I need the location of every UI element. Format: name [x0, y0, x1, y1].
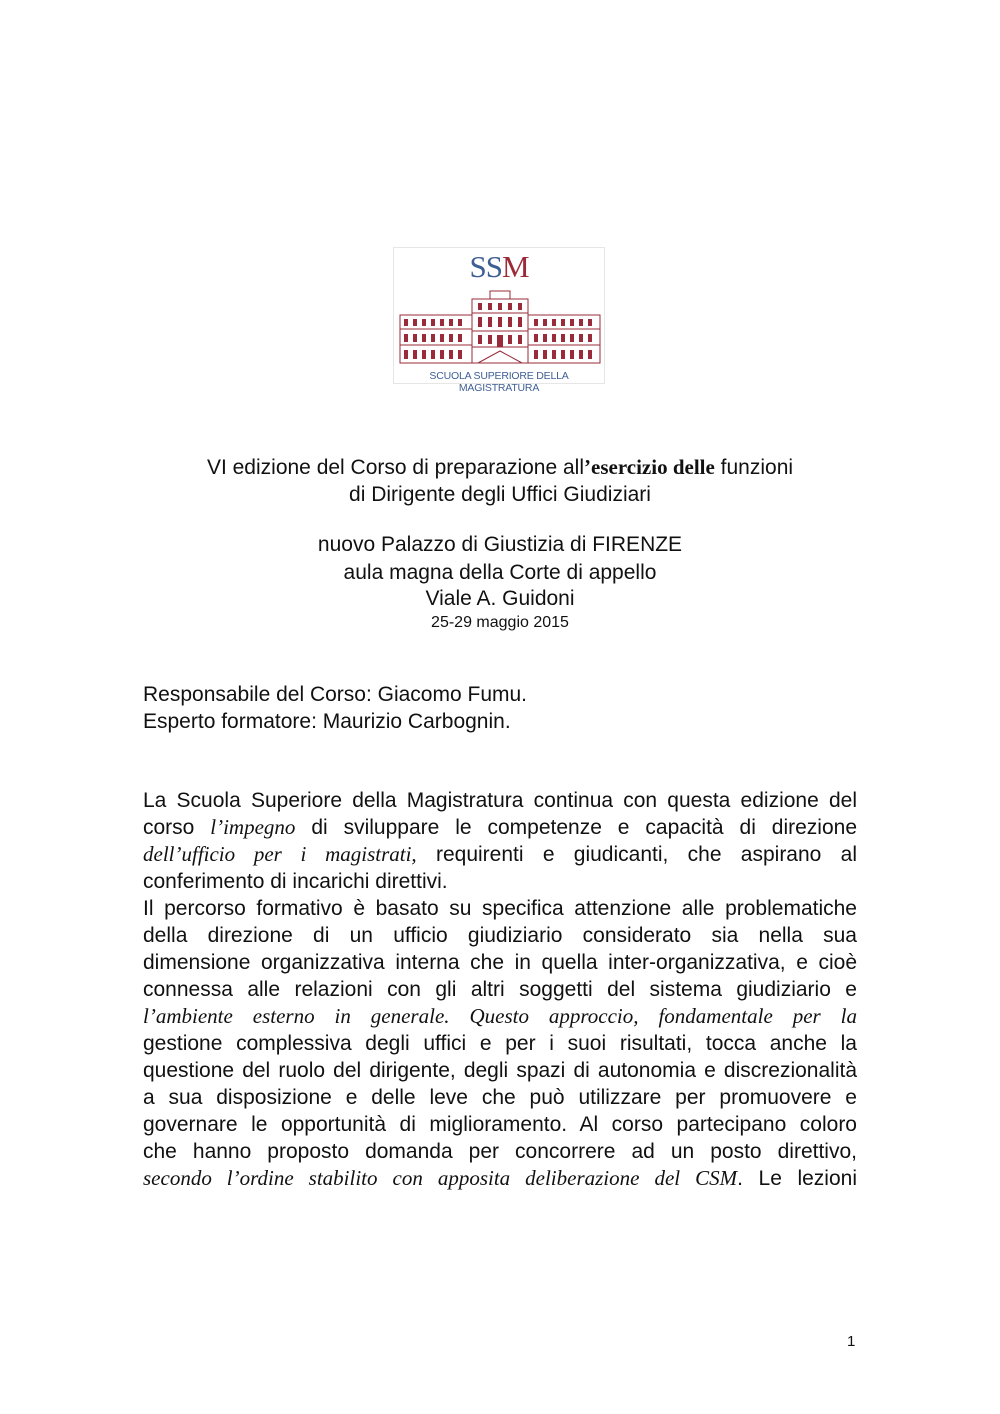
course-title-line-2: di Dirigente degli Uffici Giudiziari	[349, 483, 651, 506]
body-line: l’ambiente esterno in generale. Questo approccio, fondamentale per la	[143, 1004, 857, 1028]
body-line	[143, 814, 857, 841]
logo-acronym-ss: SS	[469, 249, 502, 284]
venue-hall: aula magna della Corte di appello	[343, 561, 657, 584]
body-line-part: corso	[143, 816, 211, 839]
logo-acronym-m: M	[501, 249, 529, 284]
body-paragraph	[143, 787, 857, 1192]
ssm-logo	[393, 247, 605, 394]
body-line: Il percorso formativo è basato su specifica attenzione alle problematiche	[143, 897, 857, 920]
venue-building: nuovo Palazzo di Giustizia di FIRENZE	[317, 533, 683, 556]
course-title-part-b: ’esercizio delle	[584, 455, 715, 479]
course-title-line-1	[0, 455, 1000, 480]
body-line: a sua disposizione e delle leve che può utilizzare per promuovere e	[143, 1086, 857, 1109]
course-dates: 25-29 maggio 2015	[431, 614, 569, 631]
palace-illustration-icon	[398, 289, 602, 367]
venue-address: Viale A. Guidoni	[425, 587, 575, 610]
body-line-italic: l’impegno	[210, 815, 296, 839]
course-title-part-a: VI edizione del Corso di preparazione all	[206, 456, 585, 479]
course-title-part-c: funzioni	[714, 456, 794, 479]
body-line: conferimento di incarichi direttivi.	[143, 870, 448, 893]
body-line-italic: dell’ufficio per i magistrati,	[143, 842, 417, 866]
body-line: connessa alle relazioni con gli altri soggetti del sistema giudiziario e	[143, 978, 857, 1001]
course-responsible: Responsabile del Corso: Giacomo Fumu.	[143, 683, 528, 706]
page-number: 1	[847, 1333, 856, 1350]
logo-acronym	[394, 251, 604, 282]
logo-school-name: SCUOLA SUPERIORE DELLA MAGISTRATURA	[429, 370, 569, 394]
body-line: della direzione di un ufficio giudiziario considerato sia nella sua	[143, 924, 857, 947]
body-line: questione del ruolo del dirigente, degli spazi di autonomia e discrezionalità	[143, 1059, 857, 1082]
body-line	[143, 1165, 857, 1192]
body-line-part: requirenti e giudicanti, che aspirano al	[416, 843, 857, 866]
expert-trainer: Esperto formatore: Maurizio Carbognin.	[143, 710, 511, 733]
body-line: dimensione organizzativa interna che in quella inter-organizzativa, e cioè	[143, 951, 857, 974]
body-line: governare le opportunità di miglioramento. Al corso partecipano coloro	[143, 1113, 857, 1136]
body-line	[143, 841, 857, 868]
body-line: La Scuola Superiore della Magistratura continua con questa edizione del	[143, 789, 857, 812]
body-line-italic: secondo l’ordine stabilito con apposita deliberazione del CSM	[143, 1166, 738, 1190]
body-line-part: . Le lezioni	[737, 1167, 857, 1190]
body-line: gestione complessiva degli uffici e per i suoi risultati, tocca anche la	[143, 1032, 857, 1055]
body-line-part: di sviluppare le competenze e capacità di direzione	[295, 816, 857, 839]
body-line: che hanno proposto domanda per concorrere ad un posto direttivo,	[143, 1140, 857, 1163]
